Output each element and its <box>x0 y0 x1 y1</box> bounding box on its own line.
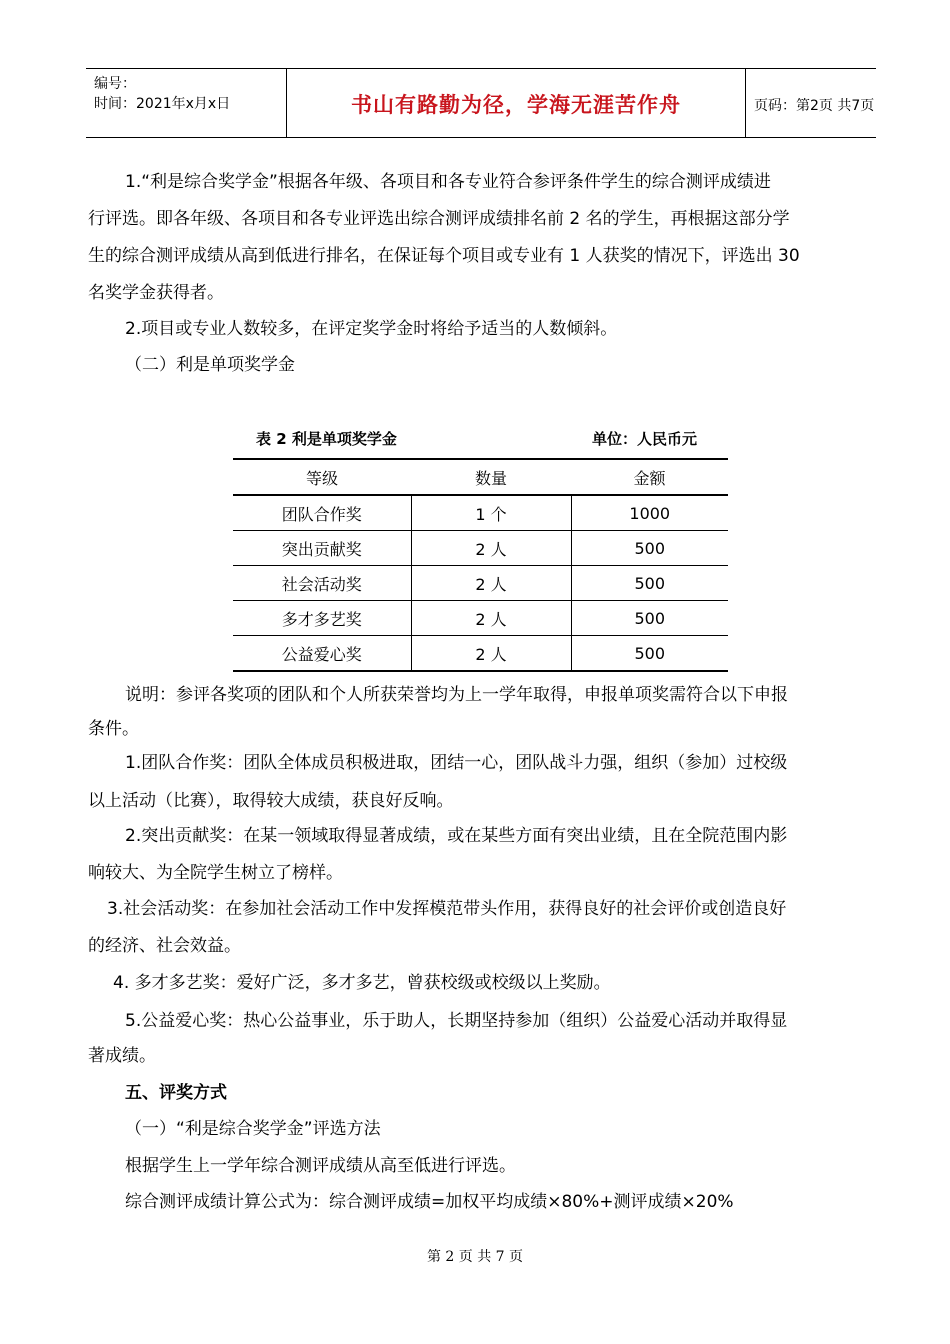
notes-line-1: 说明：参评各奖项的团队和个人所获荣誉均为上一学年取得，申报单项奖需符合以下申报 <box>125 685 788 705</box>
award-1-line-1: 1.团队合作奖：团队全体成员积极进取，团结一心，团队战斗力强，组织（参加）过校级 <box>125 753 788 773</box>
section-5-subheading: （一）“利是综合奖学金”评选方法 <box>125 1119 381 1139</box>
table-cell: 突出贡献奖 <box>233 531 411 566</box>
table-cell: 2 人 <box>411 566 571 601</box>
paragraph-1-line-2: 行评选。即各年级、各项目和各专业评选出综合测评成绩排名前 2 名的学生，再根据这部分学 <box>88 209 790 229</box>
table-cell: 多才多艺奖 <box>233 601 411 636</box>
table-cell: 团队合作奖 <box>233 495 411 531</box>
header-page-cell <box>746 69 876 137</box>
table-cell: 500 <box>571 531 728 566</box>
table-cell: 1 个 <box>411 495 571 531</box>
table-row <box>233 566 728 601</box>
page-footer: 第 2 页 共 7 页 <box>426 1249 524 1265</box>
table-cell: 1000 <box>571 495 728 531</box>
table-cell: 公益爱心奖 <box>233 636 411 672</box>
document-time-label: 时间：2021年x月x日 <box>94 96 231 112</box>
table-header-grade: 等级 <box>233 459 411 495</box>
page-header <box>86 68 876 138</box>
section-heading-single-scholarship: （二）利是单项奖学金 <box>125 355 295 375</box>
section-5-title: 五、评奖方式 <box>125 1083 227 1103</box>
paragraph-1-line-3: 生的综合测评成绩从高到低进行排名，在保证每个项目或专业有 1 人获奖的情况下，评选出 30 <box>88 246 800 266</box>
award-3-line-1: 3.社会活动奖：在参加社会活动工作中发挥模范带头作用，获得良好的社会评价或创造良好 <box>107 899 787 919</box>
table-row <box>233 495 728 531</box>
award-4: 4. 多才多艺奖：爱好广泛，多才多艺，曾获校级或校级以上奖励。 <box>113 973 611 993</box>
table-unit: 单位：人民币元 <box>592 430 698 448</box>
table-row <box>233 531 728 566</box>
award-2-line-1: 2.突出贡献奖：在某一领域取得显著成绩，或在某些方面有突出业绩，且在全院范围内影 <box>125 826 788 846</box>
table-header-quantity: 数量 <box>411 459 571 495</box>
header-page-label: 页码：第2页 共7页 <box>754 98 875 114</box>
document-number-label: 编号： <box>94 76 136 92</box>
table-row <box>233 601 728 636</box>
header-motto: 书山有路勤为径，学海无涯苦作舟 <box>351 93 681 117</box>
table-header-row <box>233 459 728 495</box>
award-5-line-1: 5.公益爱心奖：热心公益事业，乐于助人，长期坚持参加（组织）公益爱心活动并取得显 <box>125 1011 788 1031</box>
table-cell: 500 <box>571 601 728 636</box>
award-5-line-2: 著成绩。 <box>88 1046 156 1066</box>
table-caption: 表 2 利是单项奖学金 <box>256 430 397 448</box>
table-header-amount: 金额 <box>571 459 728 495</box>
paragraph-2: 2.项目或专业人数较多，在评定奖学金时将给予适当的人数倾斜。 <box>125 319 618 339</box>
paragraph-1-line-4: 名奖学金获得者。 <box>88 283 224 303</box>
scholarship-table <box>233 458 728 672</box>
table-cell: 500 <box>571 566 728 601</box>
section-5-formula: 综合测评成绩计算公式为：综合测评成绩=加权平均成绩×80%+测评成绩×20% <box>125 1192 734 1212</box>
table-cell: 2 人 <box>411 601 571 636</box>
paragraph-1-line-1: 1.“利是综合奖学金”根据各年级、各项目和各专业符合参评条件学生的综合测评成绩进 <box>125 172 771 192</box>
notes-line-2: 条件。 <box>88 719 139 739</box>
header-meta-cell <box>86 69 287 137</box>
award-2-line-2: 响较大、为全院学生树立了榜样。 <box>88 863 343 883</box>
award-3-line-2: 的经济、社会效益。 <box>88 936 241 956</box>
section-5-line-1: 根据学生上一学年综合测评成绩从高至低进行评选。 <box>125 1156 516 1176</box>
award-1-line-2: 以上活动（比赛），取得较大成绩，获良好反响。 <box>88 791 454 811</box>
table-cell: 2 人 <box>411 531 571 566</box>
table-cell: 500 <box>571 636 728 672</box>
table-cell: 社会活动奖 <box>233 566 411 601</box>
table-cell: 2 人 <box>411 636 571 672</box>
header-motto-cell <box>287 69 746 137</box>
table-row <box>233 636 728 672</box>
